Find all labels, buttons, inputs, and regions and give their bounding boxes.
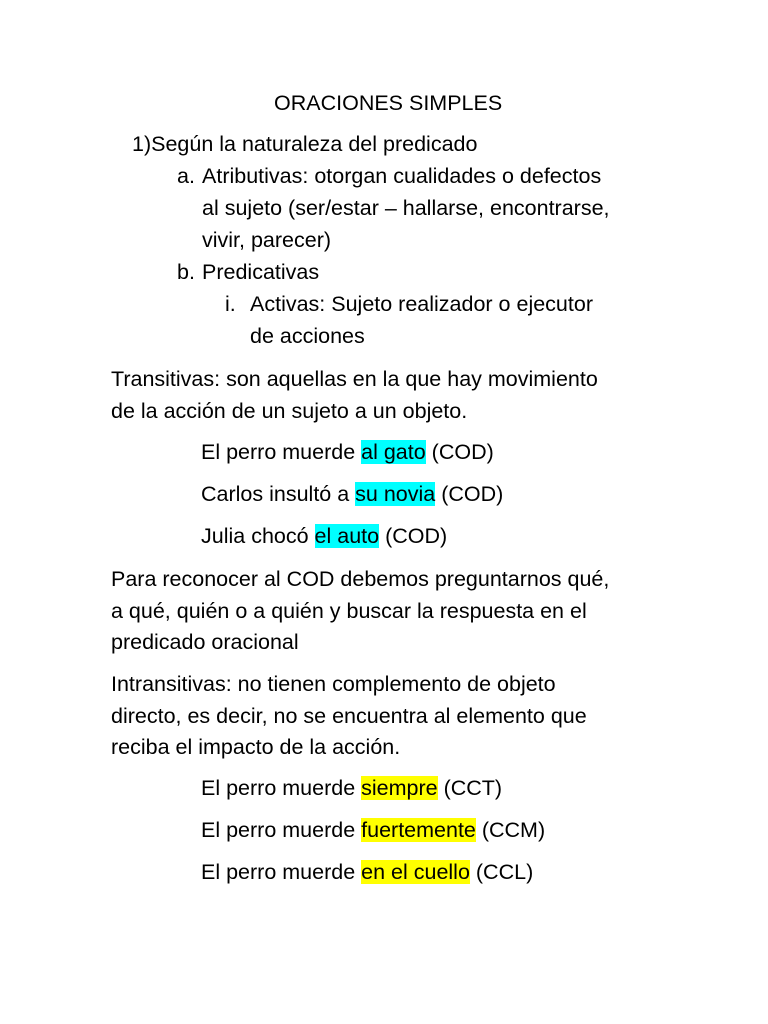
- example-label: (COD): [425, 440, 494, 464]
- example-label: (CCL): [469, 860, 534, 884]
- transitivas-example: [201, 437, 494, 467]
- example-label: (COD): [379, 524, 448, 548]
- reconocer-paragraph-line: Para reconocer al COD debemos preguntarnos qué,: [111, 567, 610, 591]
- intransitivas-example: [201, 857, 533, 887]
- outline-item-b-marker: b.: [177, 260, 195, 284]
- highlighted-object: al gato: [361, 440, 426, 464]
- intransitivas-paragraph-line: directo, es decir, no se encuentra al elemento que: [111, 704, 587, 728]
- outline-item-a-line: al sujeto (ser/estar – hallarse, encontrarse,: [202, 196, 610, 220]
- example-text: Carlos insultó a: [201, 482, 356, 506]
- outline-item-b-text: Predicativas: [202, 260, 320, 284]
- example-text: El perro muerde: [201, 860, 362, 884]
- intransitivas-example: [201, 815, 545, 845]
- reconocer-paragraph-line: a qué, quién o a quién y buscar la respuesta en el: [111, 599, 587, 623]
- outline-marker: 1): [132, 132, 152, 156]
- transitivas-example: [201, 521, 447, 551]
- outline-text: Según la naturaleza del predicado: [151, 132, 478, 156]
- example-text: Julia chocó: [201, 524, 315, 548]
- outline-item-a-marker: a.: [177, 164, 195, 188]
- outline-item-a-line: vivir, parecer): [202, 228, 332, 252]
- example-label: (CCT): [437, 776, 503, 800]
- transitivas-paragraph-line: de la acción de un sujeto a un objeto.: [111, 399, 468, 423]
- outline-item-i-line: Activas: Sujeto realizador o ejecutor: [250, 292, 593, 316]
- example-text: El perro muerde: [201, 818, 362, 842]
- intransitivas-paragraph-line: Intransitivas: no tienen complemento de objeto: [111, 672, 556, 696]
- outline-item-1: [132, 129, 477, 159]
- transitivas-example: [201, 479, 503, 509]
- highlighted-complement: en el cuello: [361, 860, 470, 884]
- outline-item-i-marker: i.: [225, 292, 236, 316]
- intransitivas-example: [201, 773, 502, 803]
- highlighted-object: su novia: [355, 482, 436, 506]
- example-text: El perro muerde: [201, 440, 362, 464]
- highlighted-object: el auto: [314, 524, 380, 548]
- document-title: ORACIONES SIMPLES: [274, 91, 503, 115]
- highlighted-complement: siempre: [361, 776, 438, 800]
- intransitivas-paragraph-line: reciba el impacto de la acción.: [111, 735, 401, 759]
- reconocer-paragraph-line: predicado oracional: [111, 630, 299, 654]
- example-label: (COD): [435, 482, 504, 506]
- outline-item-a-line: Atributivas: otorgan cualidades o defectos: [202, 164, 602, 188]
- outline-item-i-line: de acciones: [250, 324, 365, 348]
- transitivas-paragraph-line: Transitivas: son aquellas en la que hay movimiento: [111, 367, 598, 391]
- example-label: (CCM): [475, 818, 546, 842]
- example-text: El perro muerde: [201, 776, 362, 800]
- highlighted-complement: fuertemente: [361, 818, 476, 842]
